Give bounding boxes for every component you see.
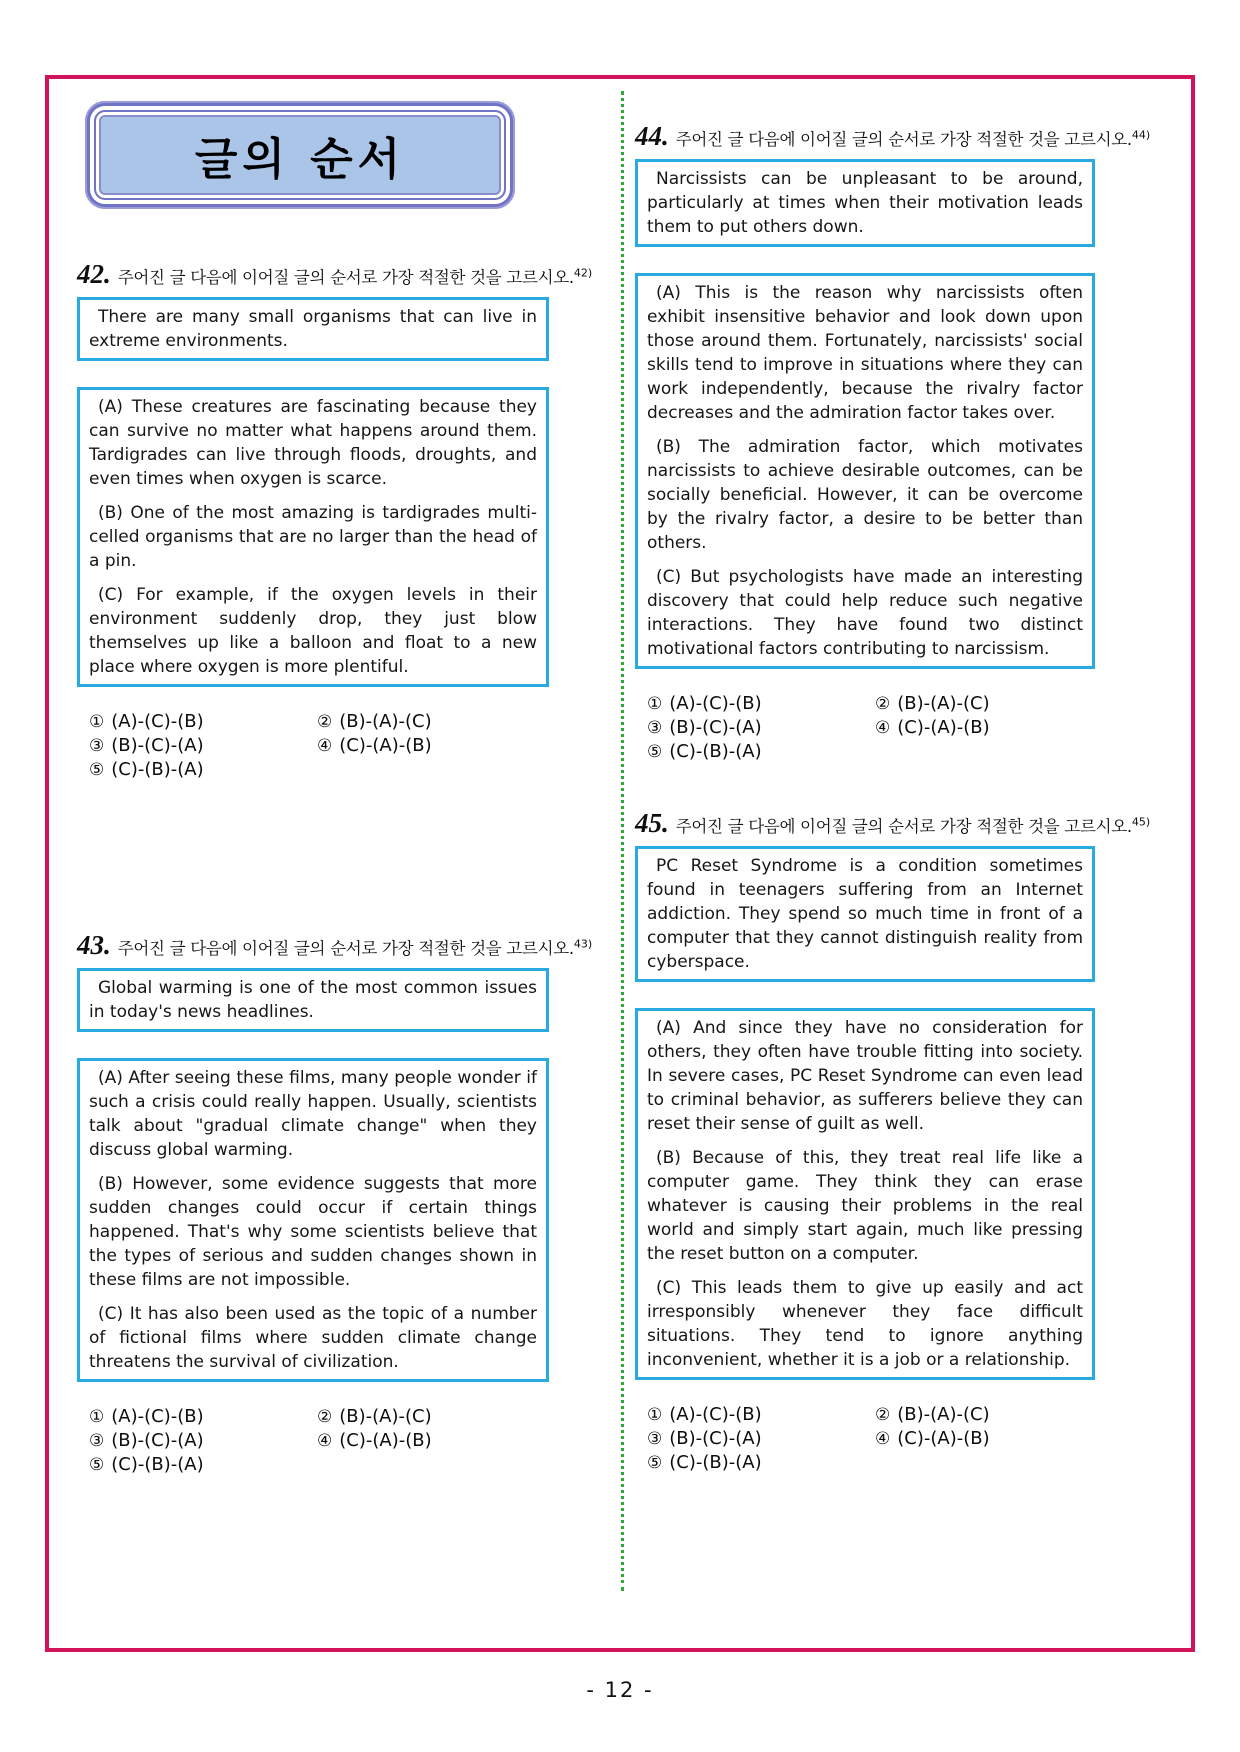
choice-marker: ④ [875, 1429, 891, 1449]
choice-marker: ② [875, 1405, 891, 1425]
choice-2 [317, 711, 549, 732]
question-footnote: 42) [573, 266, 593, 280]
paragraphs-box [635, 1008, 1095, 1380]
choice-label: (C)-(A)-(B) [339, 735, 432, 756]
choice-marker: ① [647, 1405, 663, 1425]
choice-marker: ③ [89, 1431, 105, 1451]
paragraph-b: (B) The admiration factor, which motivates narcissists to achieve desirable outcomes, can be socially beneficial. However, it can be overcome by the rivalry factor, a desire to be better than others. [647, 437, 1083, 553]
title-banner [85, 101, 515, 209]
choice-1 [89, 711, 317, 732]
question-header [77, 930, 593, 961]
paragraphs-box [77, 1058, 549, 1382]
given-passage: Narcissists can be unpleasant to be around, particularly at times when their motivation leads them to put others down. [647, 169, 1083, 237]
right-column [635, 121, 1151, 1473]
choice-5 [647, 1452, 875, 1473]
choice-marker: ⑤ [89, 760, 105, 780]
choice-label: (C)-(B)-(A) [111, 1454, 204, 1475]
choice-label: (B)-(C)-(A) [669, 1428, 762, 1449]
choice-3 [89, 1430, 317, 1451]
choice-2 [875, 693, 1095, 714]
question-number: 42. [77, 259, 111, 289]
choice-2 [317, 1406, 549, 1427]
choice-4 [875, 717, 1095, 738]
paragraph-a: (A) After seeing these films, many people wonder if such a crisis could really happen. Usually, scientists talk about "gradual climate change" when they discuss global warming. [89, 1068, 537, 1160]
choice-marker: ② [875, 694, 891, 714]
question-42 [77, 259, 593, 780]
choice-5 [89, 1454, 317, 1475]
choice-4 [875, 1428, 1095, 1449]
choice-label: (A)-(C)-(B) [111, 1406, 204, 1427]
choices [635, 693, 1095, 762]
paragraph-c: (C) It has also been used as the topic of a number of fictional films where sudden climate change threatens the survival of civilization. [89, 1304, 537, 1372]
choices [635, 1404, 1095, 1473]
choices [77, 711, 549, 780]
choice-3 [647, 1428, 875, 1449]
given-passage-box [77, 968, 549, 1032]
choice-5 [647, 741, 875, 762]
choice-label: (B)-(A)-(C) [897, 693, 990, 714]
paragraph-b: (B) One of the most amazing is tardigrades multi-celled organisms that are no larger than the head of a pin. [89, 503, 537, 571]
paragraph-b: (B) Because of this, they treat real life like a computer game. They think they can erase whatever is causing their problems in the real world and simply start again, much like pressing the reset button on a computer. [647, 1148, 1083, 1264]
paragraph-c: (C) This leads them to give up easily and act irresponsibly whenever they face difficult situations. They tend to ignore anything inconvenient, whether it is a job or a relationship. [647, 1278, 1083, 1370]
column-divider [621, 91, 624, 1591]
question-header [77, 259, 593, 290]
choice-marker: ③ [647, 718, 663, 738]
choice-marker: ① [89, 712, 105, 732]
given-passage-box [635, 159, 1095, 247]
question-footnote: 43) [573, 937, 593, 951]
paragraph-a: (A) This is the reason why narcissists often exhibit insensitive behavior and look down upon those around them. Fortunately, narcissists' social skills tend to improve in situations where they can work independently, because the rivalry factor decreases and the admiration factor takes over. [647, 283, 1083, 423]
question-instruction: 주어진 글 다음에 이어질 글의 순서로 가장 적절한 것을 고르시오. [117, 268, 574, 287]
choice-marker: ③ [647, 1429, 663, 1449]
question-header [635, 808, 1151, 839]
question-footnote: 44) [1131, 128, 1151, 142]
choice-marker: ⑤ [647, 1453, 663, 1473]
question-footnote: 45) [1131, 815, 1151, 829]
choice-label: (A)-(C)-(B) [669, 1404, 762, 1425]
choice-marker: ② [317, 712, 333, 732]
choice-label: (C)-(B)-(A) [669, 741, 762, 762]
choice-marker: ② [317, 1407, 333, 1427]
choice-marker: ① [647, 694, 663, 714]
choices [77, 1406, 549, 1475]
paragraph-c: (C) But psychologists have made an interesting discovery that could help reduce such negative interactions. They have found two distinct motivational factors contributing to narcissism. [647, 567, 1083, 659]
question-45 [635, 808, 1151, 1473]
choice-label: (A)-(C)-(B) [669, 693, 762, 714]
choice-5 [89, 759, 317, 780]
choice-3 [647, 717, 875, 738]
given-passage: There are many small organisms that can live in extreme environments. [89, 307, 537, 351]
question-header [635, 121, 1151, 152]
choice-1 [647, 693, 875, 714]
choice-4 [317, 735, 549, 756]
choice-label: (C)-(B)-(A) [669, 1452, 762, 1473]
page-number: - 12 - [586, 1678, 654, 1702]
paragraphs-box [635, 273, 1095, 669]
choice-marker: ① [89, 1407, 105, 1427]
given-passage: PC Reset Syndrome is a condition sometimes found in teenagers suffering from an Internet addiction. They spend so much time in front of a computer that they cannot distinguish reality from cyberspace. [647, 856, 1083, 972]
question-instruction: 주어진 글 다음에 이어질 글의 순서로 가장 적절한 것을 고르시오. [117, 939, 574, 958]
choice-4 [317, 1430, 549, 1451]
choice-marker: ⑤ [89, 1455, 105, 1475]
choice-label: (A)-(C)-(B) [111, 711, 204, 732]
question-number: 45. [635, 808, 669, 838]
question-43 [77, 930, 593, 1475]
paragraphs-box [77, 387, 549, 687]
given-passage-box [77, 297, 549, 361]
question-number: 44. [635, 121, 669, 151]
question-instruction: 주어진 글 다음에 이어질 글의 순서로 가장 적절한 것을 고르시오. [675, 817, 1132, 836]
paragraph-b: (B) However, some evidence suggests that more sudden changes could occur if certain things happened. That's why some scientists believe that the types of serious and sudden changes shown in these films are not impossible. [89, 1174, 537, 1290]
paragraph-c: (C) For example, if the oxygen levels in their environment suddenly drop, they just blow themselves up like a balloon and float to a new place where oxygen is more plentiful. [89, 585, 537, 677]
choice-marker: ⑤ [647, 742, 663, 762]
choice-label: (C)-(B)-(A) [111, 759, 204, 780]
question-number: 43. [77, 930, 111, 960]
paragraph-a: (A) These creatures are fascinating because they can survive no matter what happens around them. Tardigrades can live through floods, droughts, and even times when oxygen is scarce. [89, 397, 537, 489]
choice-label: (C)-(A)-(B) [897, 717, 990, 738]
choice-label: (B)-(A)-(C) [339, 711, 432, 732]
question-instruction: 주어진 글 다음에 이어질 글의 순서로 가장 적절한 것을 고르시오. [675, 130, 1132, 149]
given-passage: Global warming is one of the most common issues in today's news headlines. [89, 978, 537, 1022]
choice-marker: ④ [317, 1431, 333, 1451]
paragraph-a: (A) And since they have no consideration for others, they often have trouble fitting into society. In severe cases, PC Reset Syndrome can even lead to criminal behavior, as sufferers believe they can reset their sense of guilt as well. [647, 1018, 1083, 1134]
title-text: 글의 순서 [194, 134, 406, 185]
choice-label: (B)-(C)-(A) [111, 735, 204, 756]
choice-label: (B)-(A)-(C) [339, 1406, 432, 1427]
question-44 [635, 121, 1151, 762]
choice-label: (C)-(A)-(B) [339, 1430, 432, 1451]
choice-marker: ④ [317, 736, 333, 756]
choice-marker: ③ [89, 736, 105, 756]
choice-1 [89, 1406, 317, 1427]
choice-label: (B)-(C)-(A) [669, 717, 762, 738]
choice-2 [875, 1404, 1095, 1425]
page-frame [45, 75, 1195, 1652]
given-passage-box [635, 846, 1095, 982]
choice-label: (B)-(C)-(A) [111, 1430, 204, 1451]
left-column [77, 101, 593, 1475]
choice-3 [89, 735, 317, 756]
choice-1 [647, 1404, 875, 1425]
choice-label: (B)-(A)-(C) [897, 1404, 990, 1425]
choice-marker: ④ [875, 718, 891, 738]
choice-label: (C)-(A)-(B) [897, 1428, 990, 1449]
